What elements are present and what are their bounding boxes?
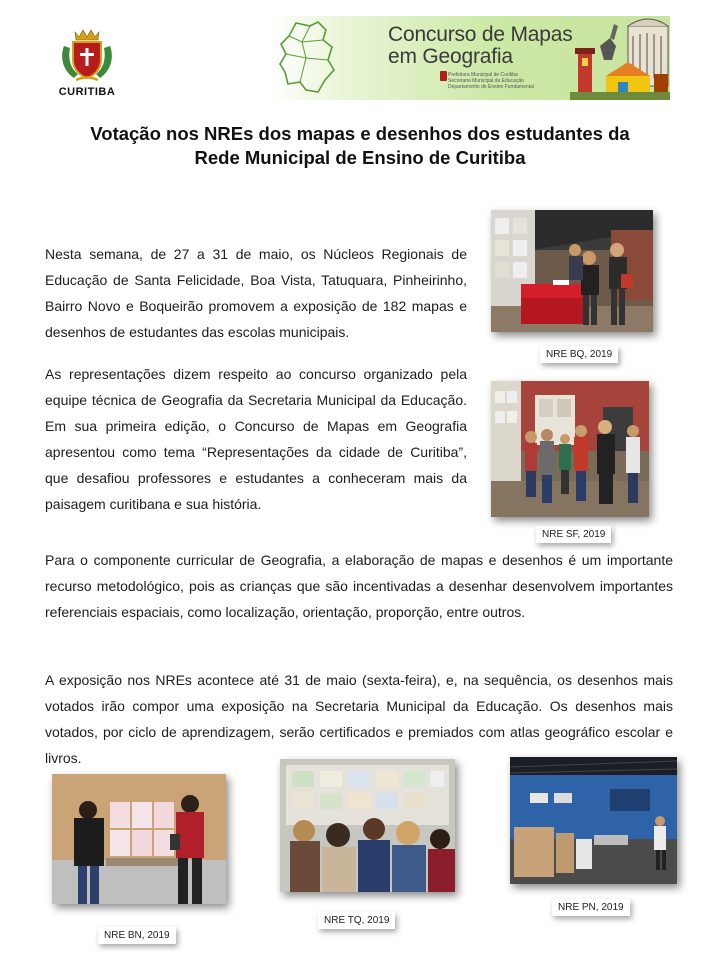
- banner-subtitle: Prefeitura Municipal de Curitiba Secretaria Municipal da Educação Departamento de Ensino Fundamental: [448, 72, 534, 90]
- paragraph-methodology: Para o componente curricular de Geografia, a elaboração de mapas e desenhos é um importante recurso metodológico, pois as crianças que são incentivadas a desenhar desenvolvem importantes referenciais espaciais, como localização, orientação, proporção, entre outros.: [45, 552, 673, 620]
- photo-nre-bn: [52, 774, 226, 904]
- caption-nre-sf: NRE SF, 2019: [536, 526, 611, 543]
- banner-title: Concurso de Mapas em Geografia: [388, 23, 573, 68]
- paragraph-exhibition: A exposição nos NREs acontece até 31 de maio (sexta-feira), e, na sequência, os desenhos mais votados irão compor uma exposição na Secretaria Municipal da Educação. Os desenhos mais votados, por ciclo de aprendizagem, serão certificados e premiados com atlas geográfico escolar e livros.: [45, 672, 673, 766]
- caption-nre-bq: NRE BQ, 2019: [540, 346, 618, 363]
- photo-nre-tq: [280, 759, 455, 892]
- caption-nre-bn: NRE BN, 2019: [98, 927, 176, 944]
- photo-nre-bq: [491, 210, 653, 332]
- curitiba-map-outline-icon: [276, 20, 338, 96]
- page-title: Votação nos NREs dos mapas e desenhos dos estudantes da Rede Municipal de Ensino de Curitiba: [90, 123, 630, 168]
- coat-of-arms-icon: [58, 26, 116, 84]
- banner-small-crest-icon: [440, 71, 447, 81]
- photo-nre-sf: [491, 381, 649, 517]
- caption-nre-pn: NRE PN, 2019: [552, 899, 630, 916]
- photo-nre-pn: [510, 757, 677, 884]
- paragraph-intro: Nesta semana, de 27 a 31 de maio, os Núcleos Regionais de Educação de Santa Felicidade, Boa Vista, Tatuquara, Pinheirinho, Bairro Novo e Boqueirão promovem a exposição de 182 mapas e desenhos de estudantes das escolas municipais.: [45, 246, 467, 340]
- paragraph-contest: As representações dizem respeito ao concurso organizado pela equipe técnica de Geografia da Secretaria Municipal da Educação. Em sua primeira edição, o Concurso de Mapas em Geografia apresentou como tema “Representações da cidade de Curitiba”, que desafiou professores e estudantes a conheceram mais da paisagem curitibana e sua história.: [45, 366, 467, 512]
- contest-banner: [270, 16, 670, 100]
- caption-nre-tq: NRE TQ, 2019: [318, 912, 395, 929]
- city-landmarks-illustration: [570, 16, 670, 100]
- logo-text: CURITIBA: [58, 86, 116, 98]
- curitiba-logo: [52, 26, 122, 106]
